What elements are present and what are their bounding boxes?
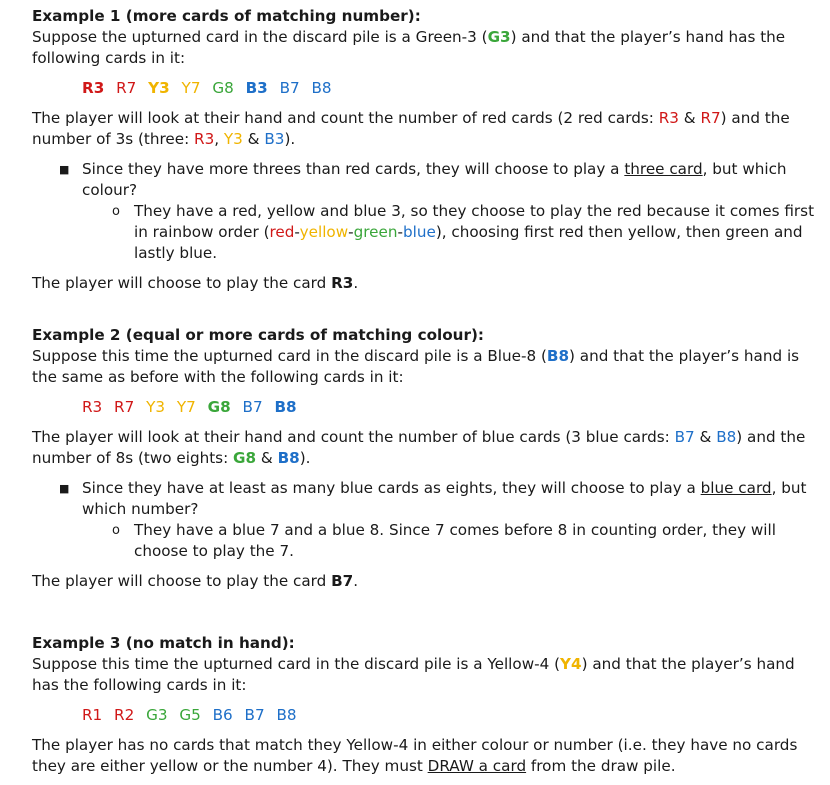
- hand-card: B7: [279, 79, 300, 97]
- hand-card: Y7: [181, 79, 201, 97]
- example-1-count: The player will look at their hand and count the number of red cards (2 red cards: R3 & R7) and the number of 3s (three: R3, Y3 & B3).: [32, 109, 790, 148]
- hand-card: R3: [82, 398, 103, 416]
- hand-card: G8: [212, 79, 234, 97]
- example-1-sub-bullet: o They have a red, yellow and blue 3, so they choose to play the red because it comes first in rainbow order (red-yellow-green-blue), choosing first red then yellow, then green and lastly blue.: [112, 202, 815, 262]
- hand-card: R7: [116, 79, 137, 97]
- hand-card: R7: [114, 398, 135, 416]
- hand-card: Y3: [146, 398, 166, 416]
- hand-card: Y7: [176, 398, 196, 416]
- example-2-sub-bullet: o They have a blue 7 and a blue 8. Since 7 comes before 8 in counting order, they will choose to play the 7.: [112, 521, 776, 560]
- upturned-card: Y4: [560, 655, 582, 673]
- example-2: [32, 325, 817, 592]
- hand-card: G3: [146, 706, 168, 724]
- example-1-hand: [32, 78, 817, 99]
- hand-card: R2: [114, 706, 135, 724]
- example-3: [32, 633, 817, 777]
- example-2-intro: Suppose this time the upturned card in the discard pile is a Blue-8 (B8) and that the player’s hand is the same as before with the following cards in it:: [32, 347, 800, 386]
- example-1: [32, 6, 817, 294]
- hand-card: B7: [242, 398, 263, 416]
- hand-card: B8: [276, 706, 297, 724]
- hand-card: R1: [82, 706, 103, 724]
- example-3-intro: Suppose this time the upturned card in the discard pile is a Yellow-4 (Y4) and that the player’s hand has the following cards in it:: [32, 655, 795, 694]
- example-1-heading: Example 1 (more cards of matching number):: [32, 7, 421, 25]
- hand-card: B3: [245, 79, 268, 97]
- upturned-card: B8: [546, 347, 570, 365]
- circle-bullet-icon: o: [112, 204, 120, 219]
- hand-card: G5: [179, 706, 201, 724]
- hand-card: B6: [212, 706, 233, 724]
- example-3-hand: [32, 705, 817, 726]
- example-3-body: The player has no cards that match they Yellow-4 in either colour or number (i.e. they have no cards they are either yellow or the number 4). They must DRAW a card from the draw pile.: [32, 736, 798, 775]
- example-2-count: The player will look at their hand and count the number of blue cards (3 blue cards: B7 & B8) and the number of 8s (two eights: G8 & B8).: [32, 428, 806, 467]
- example-1-result: The player will choose to play the card R3.: [32, 274, 359, 292]
- hand-card: B7: [244, 706, 265, 724]
- hand-card: Y3: [148, 79, 170, 97]
- hand-card: B8: [311, 79, 332, 97]
- example-1-intro: Suppose the upturned card in the discard pile is a Green-3 (G3) and that the player’s hand has the following cards in it:: [32, 28, 786, 67]
- example-1-bullet: ■ Since they have more threes than red cards, they will choose to play a three card, but which colour?: [59, 160, 787, 199]
- example-2-heading: Example 2 (equal or more cards of matching colour):: [32, 326, 484, 344]
- upturned-card: G3: [487, 28, 511, 46]
- example-2-bullet: ■ Since they have at least as many blue cards as eights, they will choose to play a blue card, but which number?: [59, 479, 807, 518]
- square-bullet-icon: ■: [59, 163, 70, 176]
- example-2-result: The player will choose to play the card B7.: [32, 572, 359, 590]
- example-2-hand: [32, 397, 817, 418]
- example-3-heading: Example 3 (no match in hand):: [32, 634, 295, 652]
- hand-card: B8: [274, 398, 297, 416]
- circle-bullet-icon: o: [112, 523, 120, 538]
- hand-card: G8: [207, 398, 231, 416]
- hand-card: R3: [82, 79, 105, 97]
- square-bullet-icon: ■: [59, 482, 70, 495]
